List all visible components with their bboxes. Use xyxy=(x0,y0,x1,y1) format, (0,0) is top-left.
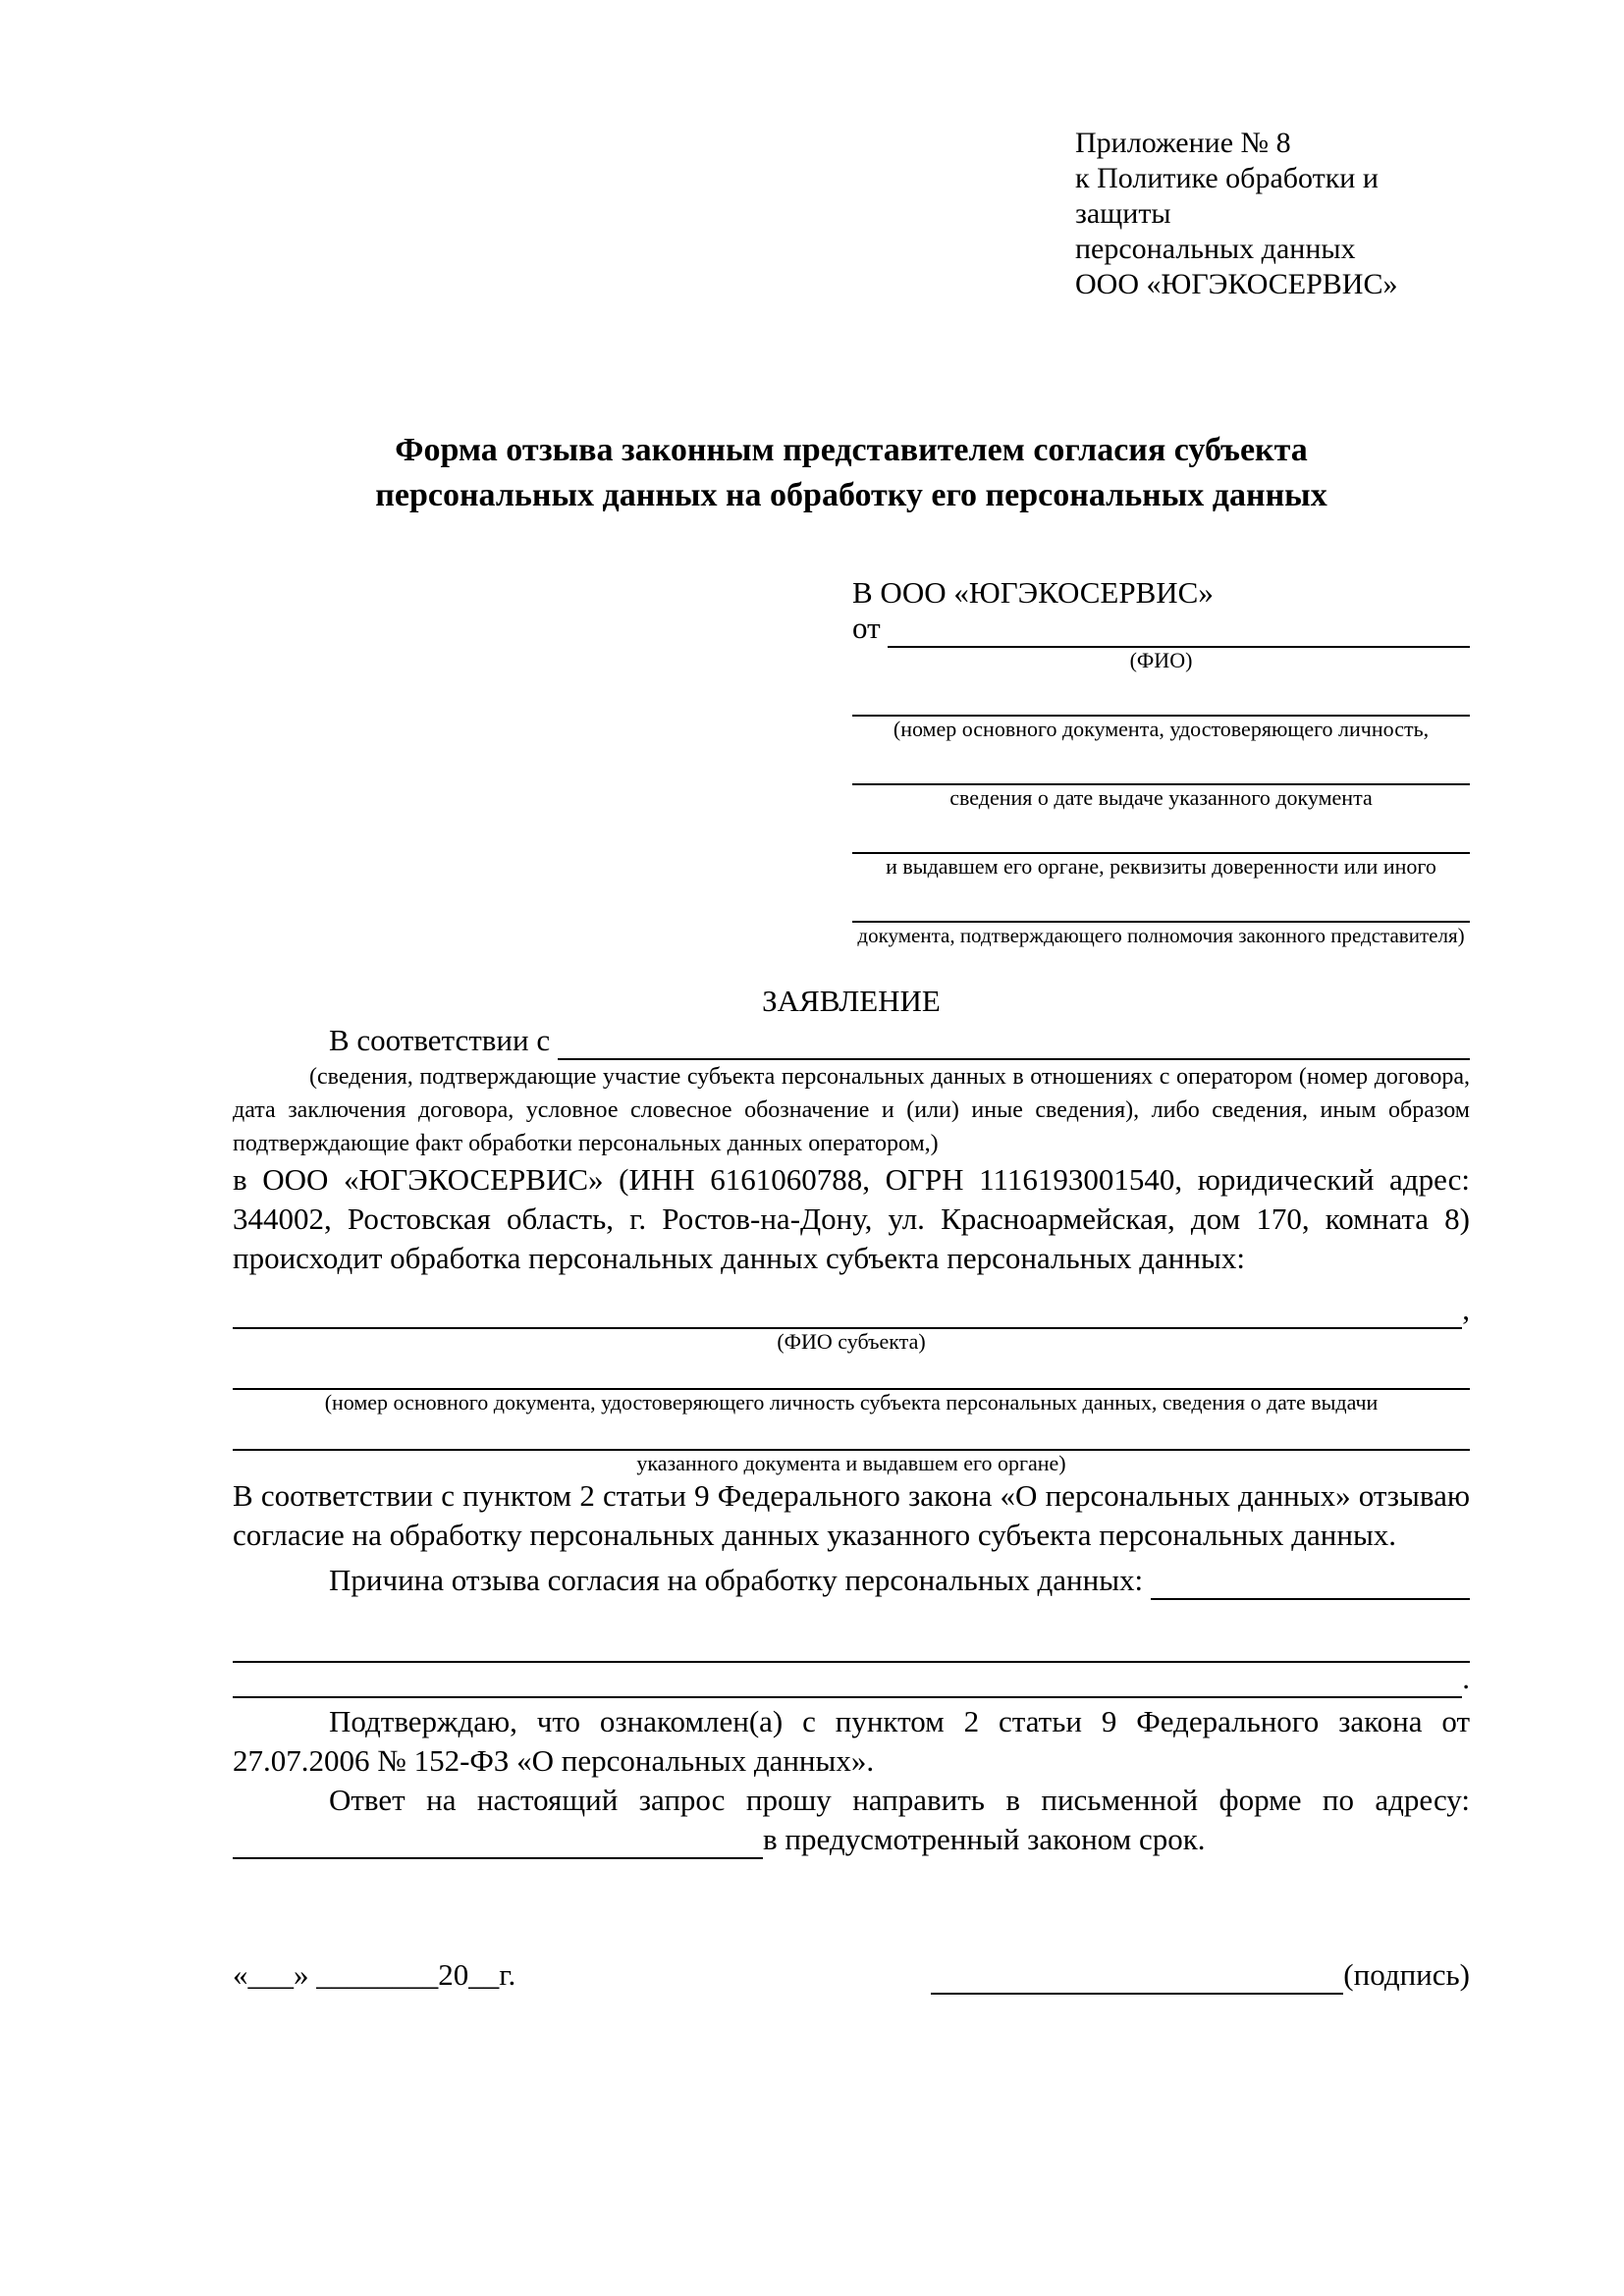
caption-doc-2: сведения о дате выдаче указанного документа xyxy=(949,785,1373,810)
withdrawal-paragraph: В соответствии с пунктом 2 статьи 9 Федерального закона «О персональных данных» отзываю согласие на обработку персональных данных указанного субъекта персональных данных. xyxy=(233,1478,1470,1552)
reply-lead-paragraph: Ответ на настоящий запрос прошу направить в письменной форме по адресу: xyxy=(329,1783,1470,1817)
subject-fio-row xyxy=(233,1278,1470,1329)
reason-blank-line-1 xyxy=(1151,1598,1470,1600)
signature-blank-line xyxy=(931,1955,1343,1995)
comma-glyph: , xyxy=(1462,1292,1470,1326)
caption-doc-1: (номер основного документа, удостоверяющего личность, xyxy=(893,717,1430,741)
footer-row xyxy=(233,1953,1470,1995)
confirm-paragraph: Подтверждаю, что ознакомлен(а) с пунктом 2 статьи 9 Федерального закона от 27.07.2006 № 152-ФЗ «О персональных данных». xyxy=(233,1704,1470,1778)
signature-caption: (подпись) xyxy=(1343,1957,1470,1992)
doc-blank-line-3 xyxy=(852,811,1470,854)
reason-blank-line-3 xyxy=(233,1696,1462,1698)
caption-subject-doc-1: (номер основного документа, удостоверяющего личность субъекта персональных данных, сведения о дате выдачи xyxy=(324,1390,1379,1415)
title-line-2: персональных данных на обработку его персональных данных xyxy=(375,477,1327,513)
appendix-line: персональных данных xyxy=(1075,233,1356,265)
caption-subject-doc-2: указанного документа и выдавшем его органе) xyxy=(636,1451,1066,1475)
caption-subject-fio: (ФИО субъекта) xyxy=(777,1329,926,1354)
doc-blank-line-1 xyxy=(852,673,1470,717)
subject-doc-blank-line-2 xyxy=(233,1415,1470,1451)
subject-doc-blank-line-1 xyxy=(233,1355,1470,1390)
from-row xyxy=(852,613,1470,648)
reply-tail: в предусмотренный законом срок. xyxy=(763,1822,1206,1856)
reply-row xyxy=(233,1820,1470,1859)
title-line-1: Форма отзыва законным представителем согласия субъекта xyxy=(395,432,1308,468)
doc-blank-line-4 xyxy=(852,880,1470,923)
document-title xyxy=(233,428,1470,518)
appendix-line: Приложение № 8 xyxy=(1075,127,1291,159)
reason-blank-line-2 xyxy=(233,1600,1470,1663)
reason-blank-row-3 xyxy=(233,1663,1470,1698)
explanatory-note: (сведения, подтверждающие участие субъекта персональных данных в отношениях с оператором (номер договора, дата заключения договора, условное словесное обозначение и (или) иные сведения), либо сведения, иным образом подтверждающие факт обработки персональных данных оператором,) xyxy=(233,1064,1470,1156)
addressee-block xyxy=(852,573,1470,948)
appendix-line: ООО «ЮГЭКОСЕРВИС» xyxy=(1075,268,1398,300)
appendix-line: к Политике обработки и защиты xyxy=(1075,162,1379,230)
caption-doc-4: документа, подтверждающего полномочия законного представителя) xyxy=(857,924,1465,947)
doc-blank-line-2 xyxy=(852,742,1470,785)
intro-row xyxy=(233,1021,1470,1060)
reason-lead: Причина отзыва согласия на обработку персональных данных: xyxy=(329,1563,1151,1597)
reason-row xyxy=(233,1559,1470,1600)
caption-fio: (ФИО) xyxy=(1129,648,1193,672)
period-glyph: . xyxy=(1462,1661,1470,1695)
caption-doc-3: и выдавшем его органе, реквизиты доверенности или иного xyxy=(886,854,1436,879)
appendix-block xyxy=(1075,126,1470,302)
intro-lead: В соответствии с xyxy=(329,1023,558,1057)
statement-heading: ЗАЯВЛЕНИЕ xyxy=(762,984,941,1018)
signature-block xyxy=(931,1955,1470,1995)
reply-address-blank-line xyxy=(233,1820,763,1859)
date-line: «___» ________20__г. xyxy=(233,1957,516,1992)
addressee-to: В ООО «ЮГЭКОСЕРВИС» xyxy=(852,575,1214,610)
operator-paragraph: в ООО «ЮГЭКОСЕРВИС» (ИНН 6161060788, ОГРН 1116193001540, юридический адрес: 344002, Ростовская область, г. Ростов-на-Дону, ул. Красноармейская, дом 170, комната 8) происходит обработка персональных данных субъекта персональных данных: xyxy=(233,1162,1470,1275)
from-label: от xyxy=(852,611,889,645)
